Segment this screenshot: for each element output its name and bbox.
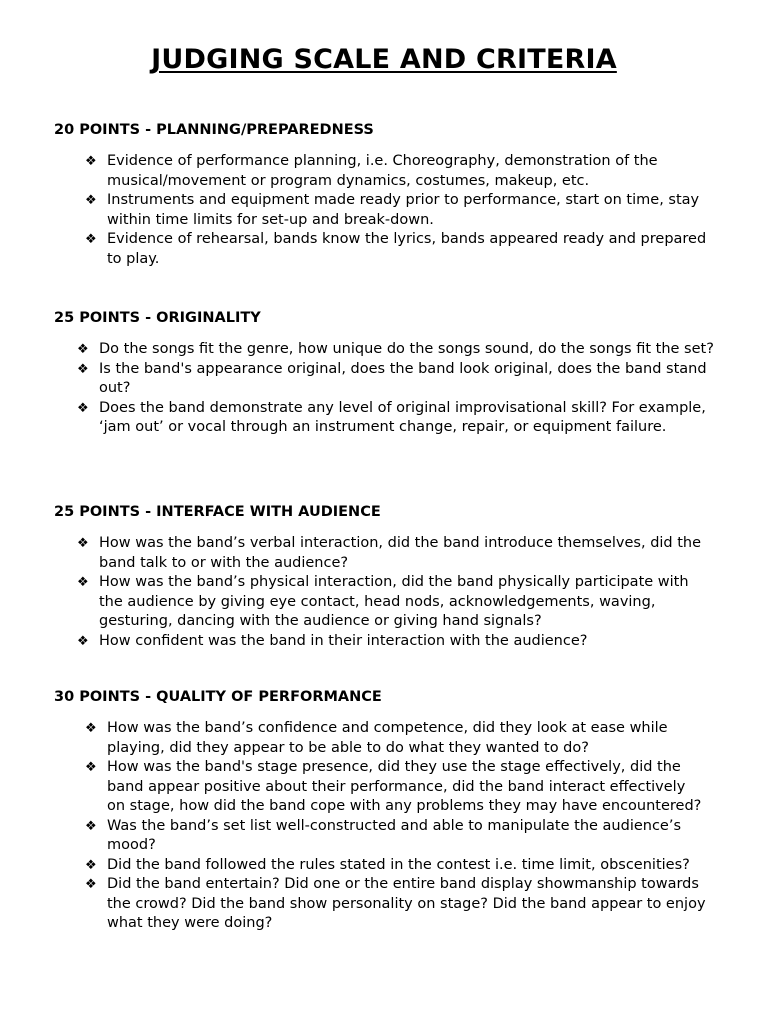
diamond-bullet-icon: ❖ <box>85 721 97 736</box>
diamond-bullet-icon: ❖ <box>77 633 89 649</box>
list-item <box>85 191 707 230</box>
item-text: How was the band’s physical interaction, did the band physically participate with the audience by giving eye contact, head nods, acknowledgements, waving, gesturing, dancing with the audience or giving hand signals? <box>99 574 689 629</box>
item-text: Instruments and equipment made ready prior to performance, start on time, stay within time limits for set-up and break-down. <box>107 192 700 228</box>
item-text: How was the band's stage presence, did they use the stage effectively, did the band appear positive about their performance, did the band interact effectively on stage, how did the band cope with any problems they may have encountered? <box>107 759 702 814</box>
section-heading: 30 POINTS - QUALITY OF PERFORMANCE <box>54 689 382 705</box>
diamond-bullet-icon: ❖ <box>77 536 89 551</box>
criteria-list <box>0 534 714 651</box>
diamond-bullet-icon: ❖ <box>85 877 97 892</box>
section-heading: 25 POINTS - INTERFACE WITH AUDIENCE <box>54 504 381 520</box>
diamond-bullet-icon: ❖ <box>85 232 97 247</box>
item-text: Does the band demonstrate any level of original improvisational skill? For example, ‘jam out’ or vocal through an instrument change, repair, or equipment failure. <box>99 399 706 435</box>
diamond-bullet-icon: ❖ <box>77 575 89 590</box>
list-item <box>77 399 714 438</box>
list-item <box>85 875 707 934</box>
criteria-list <box>0 719 707 934</box>
criteria-list <box>0 340 714 438</box>
list-item <box>85 152 707 191</box>
list-item <box>85 230 707 269</box>
section-heading: 20 POINTS - PLANNING/PREPAREDNESS <box>54 122 374 138</box>
item-text: Is the band's appearance original, does the band look original, does the band stand out? <box>99 360 707 396</box>
list-item <box>77 360 714 399</box>
list-item <box>77 632 714 652</box>
item-text: Evidence of performance planning, i.e. Choreography, demonstration of the musical/movement or program dynamics, costumes, makeup, etc. <box>107 153 658 189</box>
diamond-bullet-icon: ❖ <box>85 154 97 169</box>
item-text: Did the band entertain? Did one or the entire band display showmanship towards the crowd? Did the band show personality on stage? Did the band appear to enjoy what they were doing? <box>107 876 706 931</box>
item-text: Do the songs fit the genre, how unique do the songs sound, do the songs fit the set? <box>99 341 714 357</box>
list-item <box>77 340 714 360</box>
list-item <box>85 856 707 876</box>
list-item <box>85 817 707 856</box>
diamond-bullet-icon: ❖ <box>85 193 97 208</box>
item-text: How was the band’s confidence and competence, did they look at ease while playing, did they appear to be able to do what they wanted to do? <box>107 720 668 756</box>
item-text: Was the band’s set list well-constructed and able to manipulate the audience’s mood? <box>107 817 682 853</box>
diamond-bullet-icon: ❖ <box>85 818 97 834</box>
section-heading: 25 POINTS - ORIGINALITY <box>54 310 261 326</box>
list-item <box>77 573 714 632</box>
list-item <box>85 758 707 817</box>
item-text: How confident was the band in their interaction with the audience? <box>99 632 588 649</box>
criteria-list <box>0 152 707 269</box>
item-text: How was the band’s verbal interaction, did the band introduce themselves, did the band talk to or with the audience? <box>99 535 702 571</box>
diamond-bullet-icon: ❖ <box>77 342 89 357</box>
list-item <box>77 534 714 573</box>
diamond-bullet-icon: ❖ <box>77 361 89 377</box>
diamond-bullet-icon: ❖ <box>85 760 97 775</box>
page-title: JUDGING SCALE AND CRITERIA <box>151 44 617 75</box>
list-item <box>85 719 707 758</box>
item-text: Evidence of rehearsal, bands know the lyrics, bands appeared ready and prepared to play. <box>107 231 707 267</box>
diamond-bullet-icon: ❖ <box>77 400 89 416</box>
diamond-bullet-icon: ❖ <box>85 857 97 873</box>
item-text: Did the band followed the rules stated in the contest i.e. time limit, obscenities? <box>107 856 690 873</box>
